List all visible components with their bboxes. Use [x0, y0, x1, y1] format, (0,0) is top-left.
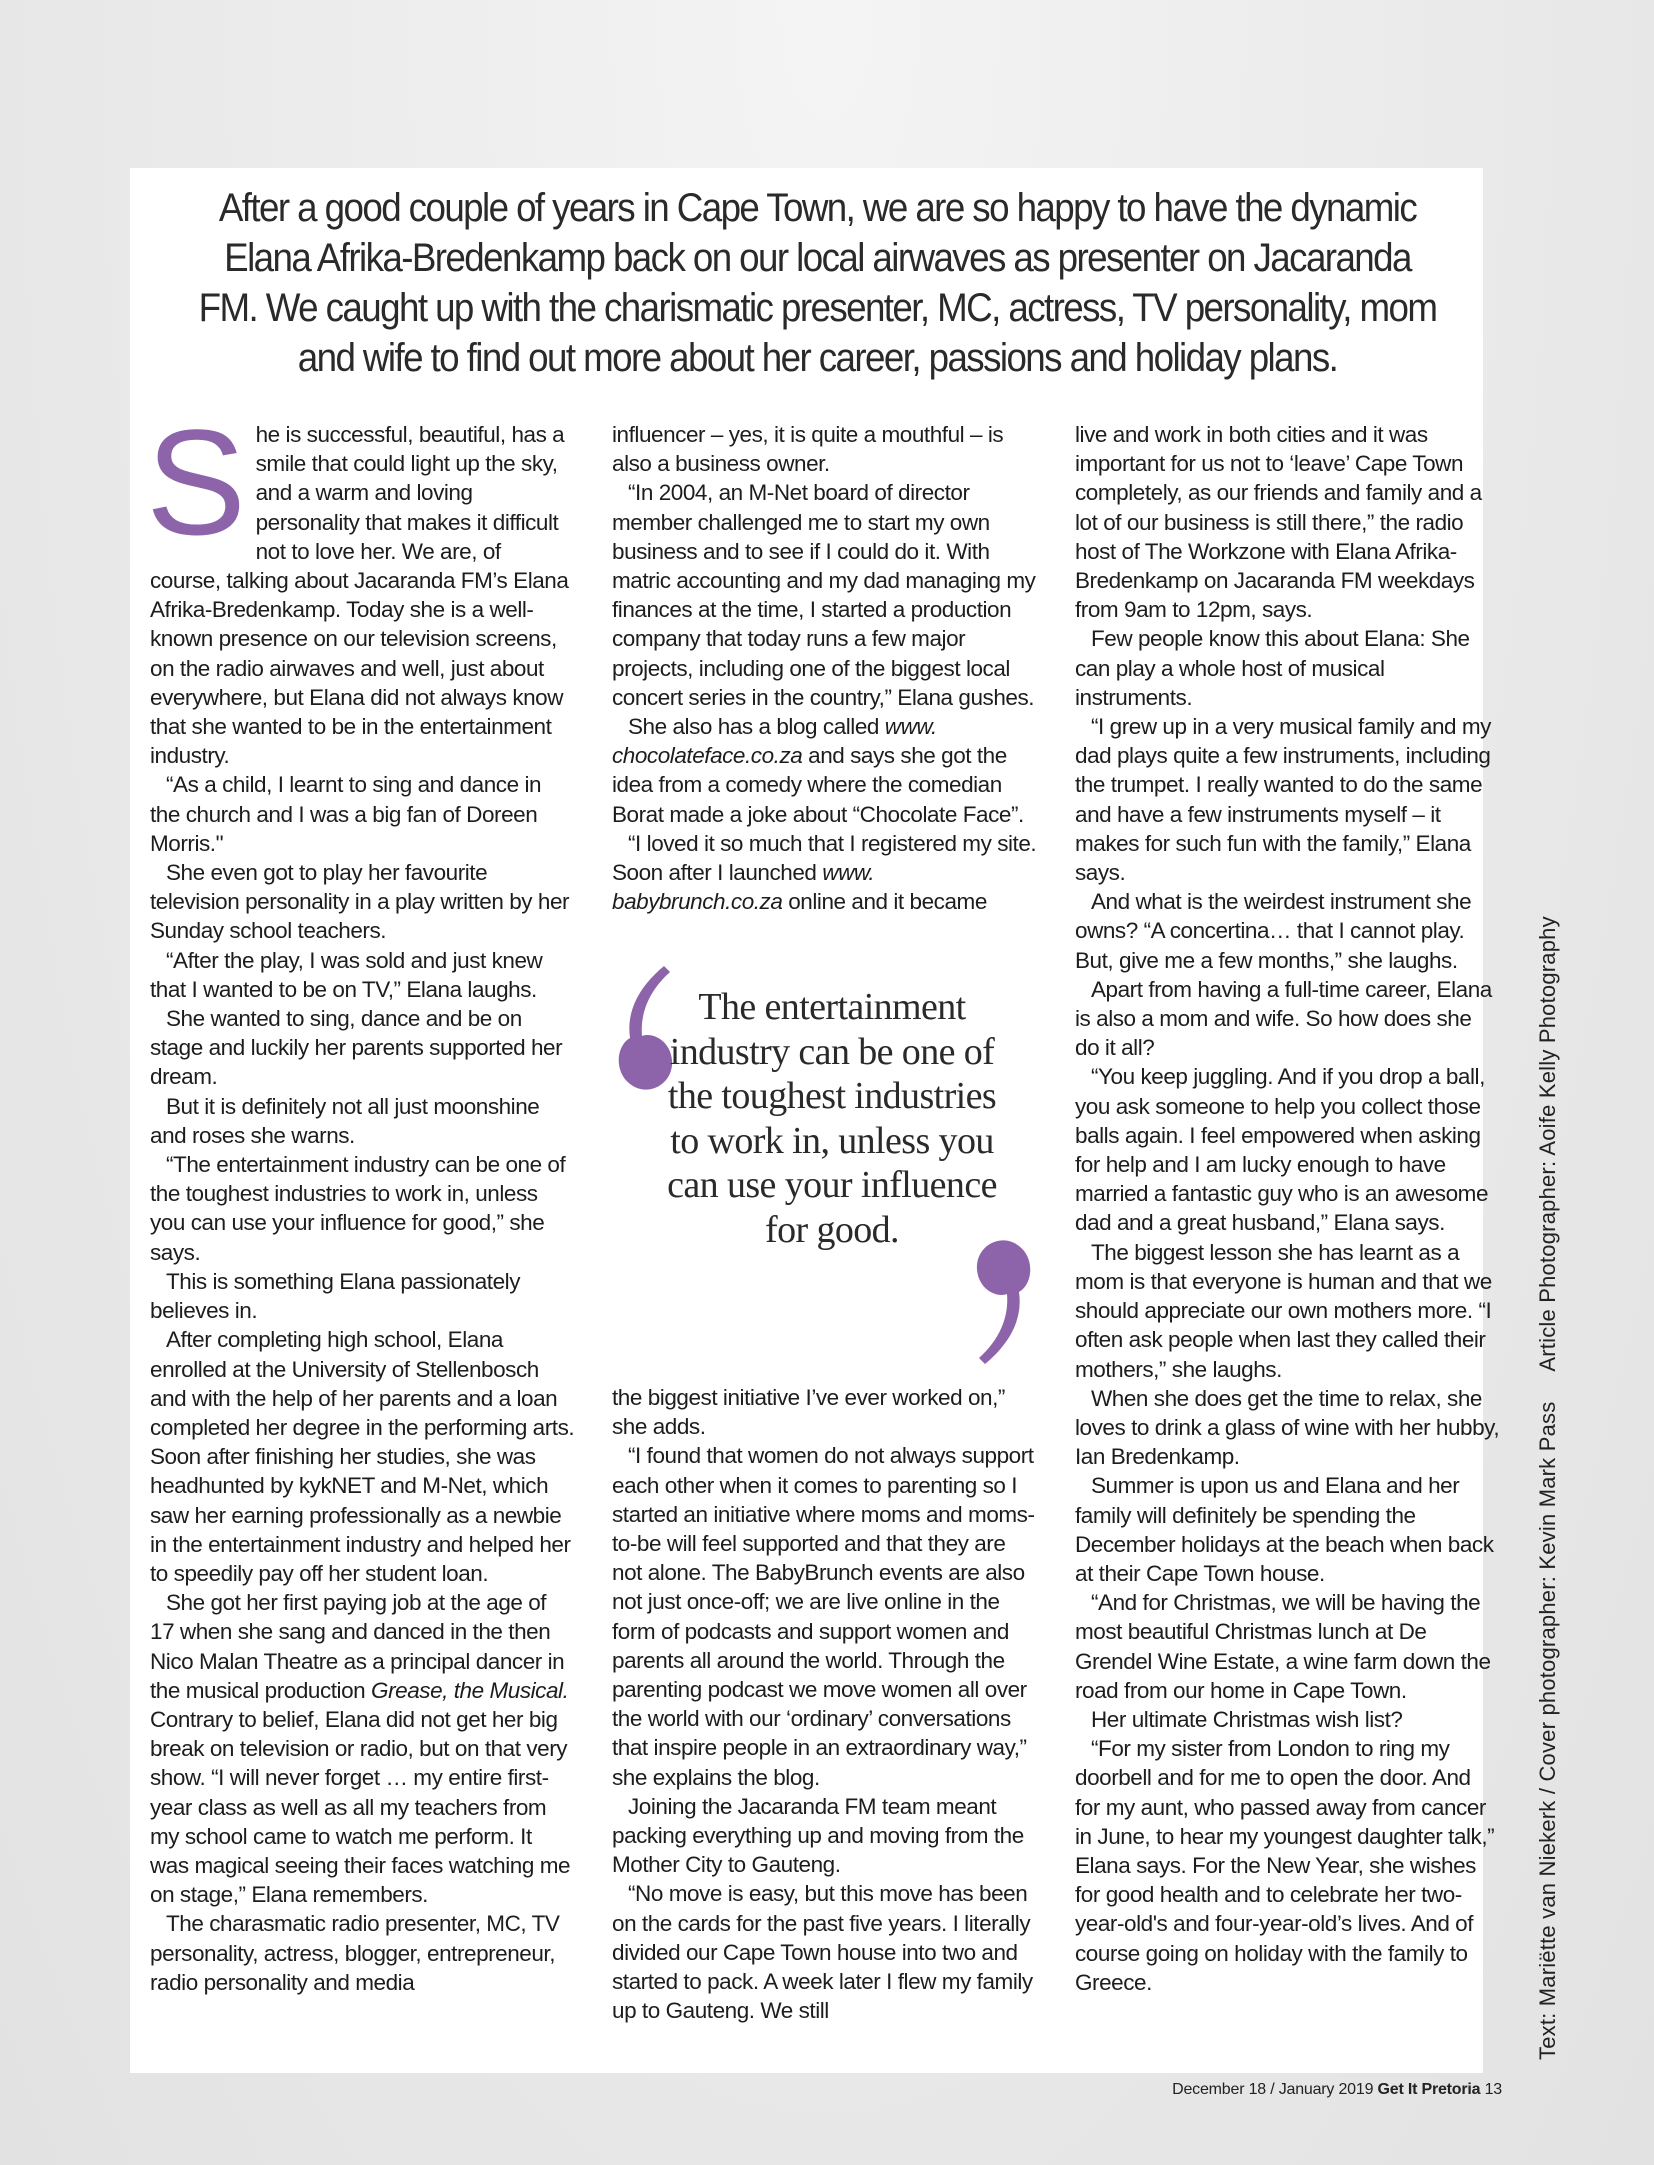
page-number: 13 — [1484, 2081, 1502, 2098]
paragraph: Few people know this about Elana: She can play a whole host of musical instruments. — [1075, 626, 1470, 710]
page-footer — [1172, 2081, 1502, 2099]
paragraph: Her ultimate Christmas wish list? — [1091, 1706, 1403, 1732]
paragraph — [150, 1588, 575, 1909]
paragraph: “As a child, I learnt to sing and dance in the church and I was a big fan of Doreen Morris." — [150, 772, 542, 856]
paragraph-text: and says she got the idea from a comedy where the comedian Borat made a joke about “Chocolate Face”. — [612, 743, 1024, 827]
paragraph: live and work in both cities and it was important for us not to ‘leave’ Cape Town completely, as our friends and family and a lot of our business is still there,” the radio host of The Workzone with Elana Afrika-Bredenkamp on Jacaranda FM weekdays from 9am to 12pm, says. — [1075, 422, 1482, 623]
intro-standfirst: After a good couple of years in Cape Town, we are so happy to have the dynamic Elana Afrika-Bredenkamp back on our local airwaves as presenter on Jacaranda FM. We caught up with the charismatic presenter, MC, actress, TV personality, mom and wife to find out more about her career, passions and holiday plans. — [198, 186, 1437, 380]
paragraph-text: he is successful, beautiful, has a smile that could light up the sky, and a warm and loving personality that makes it difficult not to love her. We are, of course, talking about Jacaranda FM’s Elana Afrika-Bredenkamp. Today she is a well-known presence on our television screens, on the radio airwaves and well, just about everywhere, but Elana did not always know that she wanted to be in the entertainment industry. — [150, 422, 569, 769]
paragraph — [612, 712, 1037, 829]
paragraph: “And for Christmas, we will be having the most beautiful Christmas lunch at De Grendel Wine Estate, a wine farm down the road from our home in Cape Town. — [1075, 1590, 1491, 1703]
paragraph-text: She also has a blog called — [628, 714, 879, 740]
issue-date: December 18 / January 2019 — [1172, 2081, 1374, 2098]
paragraph: Summer is upon us and Elana and her family will definitely be spending the December holidays at the beach when back at their Cape Town house. — [1075, 1473, 1494, 1586]
paragraph: “After the play, I was sold and just knew that I wanted to be on TV,” Elana laughs. — [150, 947, 543, 1002]
paragraph: “I grew up in a very musical family and my dad plays quite a few instruments, including the trumpet. I really wanted to do the same and have a few instruments myself – it makes for such fun with the family,” Elana says. — [1075, 714, 1491, 886]
article-column-2-bottom — [612, 1383, 1037, 2025]
paragraph: “For my sister from London to ring my doorbell and for me to open the door. And for my aunt, who passed away from cancer in June, to hear my youngest daughter talk,” Elana says. For the New Year, she wishes for good health and to celebrate her two-year-old's and four-year-old’s lives. And of course going on holiday with the family to Greece. — [1075, 1736, 1495, 1995]
paragraph: Apart from having a full-time career, Elana is also a mom and wife. So how does she do it all? — [1075, 976, 1492, 1061]
show-title: Grease, the Musical. — [371, 1677, 569, 1703]
paragraph: “In 2004, an M-Net board of director member challenged me to start my own business and to see if I could do it. With matric accounting and my dad managing my finances at the time, I started a production company that today runs a few major projects, including one of the biggest local concert series in the country,” Elana gushes. — [612, 480, 1036, 710]
photographer-credit: Article Photographer: Aoife Kelly Photography — [1535, 916, 1560, 1372]
drop-cap: S — [146, 398, 246, 566]
paragraph: influencer – yes, it is quite a mouthful – is also a business owner. — [612, 422, 1004, 477]
paragraph: the biggest initiative I’ve ever worked on,” she adds. — [612, 1385, 1005, 1440]
paragraph: After completing high school, Elana enrolled at the University of Stellenbosch and with the help of her parents and a loan completed her degree in the performing arts. Soon after finishing her studies, she was headhunted by kykNET and M-Net, which saw her earning professionally as a newbie in the entertainment industry and helped her to speedily pay off her student loan. — [150, 1327, 575, 1586]
paragraph: But it is definitely not all just moonshine and roses she warns. — [150, 1093, 540, 1148]
paragraph: She even got to play her favourite television personality in a play written by her Sunday school teachers. — [150, 860, 570, 944]
article-column-3 — [1075, 420, 1500, 1997]
article-column-2-top — [612, 420, 1037, 916]
paragraph: When she does get the time to relax, she loves to drink a glass of wine with her hubby, Ian Bredenkamp. — [1075, 1385, 1500, 1470]
paragraph: “I found that women do not always support each other when it comes to parenting so I started an initiative where moms and moms-to-be will feel supported and that they are not alone. The BabyBrunch events are also not just once-off; we are live online in the form of podcasts and support women and parents all around the world. Through the parenting podcast we move women all over the world with our ‘ordinary’ conversations that inspire people in an extraordinary way,” she explains the blog. — [612, 1443, 1035, 1790]
text-credit: Text: Mariëtte van Niekerk / Cover photographer: Kevin Mark Pass — [1535, 1401, 1560, 2060]
photo-credits — [1535, 916, 1561, 2060]
paragraph-text: Contrary to belief, Elana did not get her big break on television or radio, but on that very show. “I will never forget … my entire first-year class as well as all my teachers from my school came to watch me perform. It was magical seeing their faces watching me on stage,” Elana remembers. — [150, 1706, 571, 1908]
paragraph: “The entertainment industry can be one of the toughest industries to work in, unless you can use your influence for good,” she says. — [150, 1152, 566, 1265]
first-paragraph — [146, 398, 575, 770]
close-quote-icon — [957, 1220, 1037, 1370]
paragraph: And what is the weirdest instrument she owns? “A concertina… that I cannot play. But, give me a few months,” she laughs. — [1075, 889, 1472, 973]
publication-name: Get It Pretoria — [1377, 2081, 1481, 2098]
babybrunch-url-link[interactable]: www. babybrunch.co.za — [612, 860, 875, 915]
blog-url-link[interactable]: www. chocolateface.co.za — [612, 714, 937, 769]
paragraph — [612, 829, 1037, 917]
paragraph-text: “I loved it so much that I registered my site. Soon after I launched — [612, 830, 1037, 886]
article-column-1 — [146, 398, 575, 1997]
pull-quote-text: The entertainment industry can be one of the toughest industries to work in, unless you can use your influence for good. — [667, 986, 997, 1251]
pull-quote — [612, 960, 1037, 1370]
paragraph: This is something Elana passionately believes in. — [150, 1268, 520, 1324]
paragraph: The biggest lesson she has learnt as a mom is that everyone is human and that we should appreciate our own mothers more. “I often ask people when last they called their mothers,” she laughs. — [1075, 1239, 1492, 1382]
paragraph-text: online and it became — [788, 889, 987, 915]
paragraph: Joining the Jacaranda FM team meant packing everything up and moving from the Mother City to Gauteng. — [612, 1793, 1024, 1878]
paragraph: “You keep juggling. And if you drop a ball, you ask someone to help you collect those balls again. I feel empowered when asking for help and I am lucky enough to have married a fantastic guy who is an awesome dad and a great husband,” Elana says. — [1075, 1064, 1489, 1236]
paragraph: The charasmatic radio presenter, MC, TV personality, actress, blogger, entrepreneur, radio personality and media — [150, 1911, 560, 1995]
paragraph: “No move is easy, but this move has been on the cards for the past five years. I literally divided our Cape Town house into two and started to pack. A week later I flew my family up to Gauteng. We still — [612, 1881, 1033, 2024]
paragraph-text: She got her first paying job at the age of 17 when she sang and danced in the then Nico Malan Theatre as a principal dancer in the musical production — [150, 1590, 565, 1703]
paragraph: She wanted to sing, dance and be on stage and luckily her parents supported her dream. — [150, 1006, 563, 1090]
